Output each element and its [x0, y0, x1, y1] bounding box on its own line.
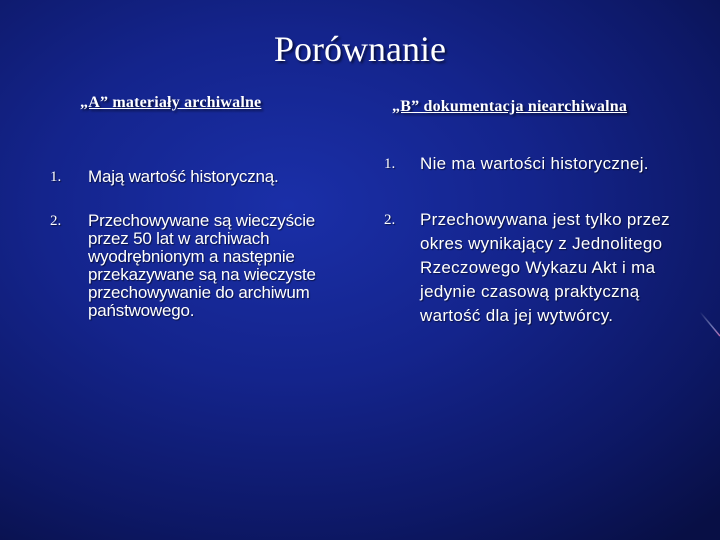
- right-item-2-text: Przechowywana jest tylko przez okres wynikający z Jednolitego Rzeczowego Wykazu Akt i ma jedynie czasową praktyczną wartość dla jej wytwórcy.: [420, 210, 670, 325]
- left-item-1-number: 1.: [50, 169, 62, 185]
- right-item-2-number: 2.: [384, 212, 396, 228]
- slide-title: Porównanie: [274, 29, 446, 69]
- right-column-heading: „B” dokumentacja niearchiwalna: [392, 98, 628, 115]
- right-item-1-number: 1.: [384, 156, 396, 172]
- left-item-2-number: 2.: [50, 213, 62, 229]
- left-column-heading: „A” materiały archiwalne: [80, 94, 262, 111]
- left-item-1-text: Mają wartość historyczną.: [88, 167, 279, 186]
- right-item-1-text: Nie ma wartości historycznej.: [420, 154, 649, 173]
- left-item-2-text: Przechowywane są wieczyście przez 50 lat w archiwach wyodrębnionym a następnie przekazywane są na wieczyste przechowywanie do archiwum państwowego.: [88, 211, 316, 320]
